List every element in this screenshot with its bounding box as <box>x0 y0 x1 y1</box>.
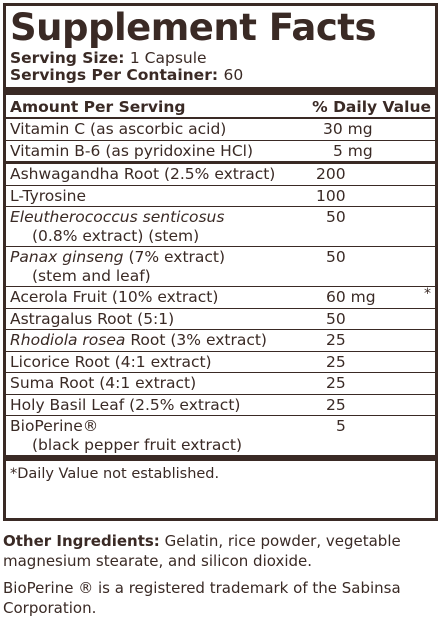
trademark-notice: BioPerine ® is a registered trademark of the Sabinsa Corporation. <box>3 579 401 617</box>
nutrient-amount: 30 mg <box>323 120 373 138</box>
nutrient-name-italic: Eleutherococcus senticosus <box>10 208 225 226</box>
serving-size-label: Serving Size: <box>10 49 125 67</box>
nutrient-subtext: (black pepper fruit extract) <box>32 435 242 454</box>
nutrient-row <box>6 416 435 461</box>
nutrient-amount: 50 <box>326 208 346 226</box>
nutrient-subtext: (0.8% extract) (stem) <box>32 226 200 245</box>
nutrient-row <box>6 287 435 309</box>
nutrient-name: Acerola Fruit (10% extract) <box>10 288 219 306</box>
nutrient-name: Licorice Root (4:1 extract) <box>10 352 212 371</box>
nutrient-row <box>6 373 435 395</box>
daily-value-header: % Daily Value <box>312 98 431 116</box>
serving-size <box>10 50 431 67</box>
supplement-facts-panel <box>3 3 438 521</box>
nutrient-row <box>6 247 435 287</box>
nutrient-name: Astragalus Root (5:1) <box>10 309 175 328</box>
footnote: *Daily Value not established. <box>10 466 220 482</box>
nutrient-name: Ashwagandha Root (2.5% extract) <box>10 165 276 183</box>
nutrient-name: L-Tyrosine <box>10 186 87 205</box>
nutrient-amount: 5 <box>336 417 346 435</box>
nutrient-amount: 60 mg <box>326 288 376 306</box>
nutrient-row <box>6 164 435 186</box>
nutrient-name: Vitamin B-6 (as pyridoxine HCl) <box>10 141 253 160</box>
thick-divider <box>6 87 435 95</box>
nutrient-name: Holy Basil Leaf (2.5% extract) <box>10 395 241 414</box>
nutrient-name: (7% extract) <box>123 248 226 266</box>
serving-size-value: 1 Capsule <box>129 49 207 67</box>
nutrient-row <box>6 141 435 165</box>
nutrient-amount: 50 <box>326 248 346 266</box>
nutrient-amount: 25 <box>326 395 346 414</box>
nutrient-amount: 200 <box>316 165 346 183</box>
label-text-below <box>3 531 443 625</box>
other-ingredients-text: Gelatin, rice powder, vegetable magnesium stearate, and silicon dioxide. <box>3 532 401 570</box>
nutrient-row <box>6 330 435 352</box>
servings-per-container-value: 60 <box>223 66 244 84</box>
daily-value-asterisk: * <box>424 286 431 302</box>
other-ingredients <box>3 531 443 571</box>
nutrient-amount: 25 <box>326 331 346 349</box>
panel-title: Supplement Facts <box>10 6 377 49</box>
servings-per-container-label: Servings Per Container: <box>10 66 219 84</box>
other-ingredients-label: Other Ingredients: <box>3 532 160 550</box>
nutrient-name: Suma Root (4:1 extract) <box>10 374 197 392</box>
nutrient-name-italic: Panax ginseng <box>10 248 124 266</box>
nutrient-amount: 50 <box>326 309 346 328</box>
nutrient-row <box>6 395 435 417</box>
table-header <box>6 95 435 119</box>
nutrient-row <box>6 119 435 141</box>
nutrient-name-italic: Rhodiola rosea <box>10 331 126 349</box>
nutrient-amount: 25 <box>326 374 346 392</box>
nutrient-amount: 5 mg <box>333 141 373 160</box>
nutrient-row <box>6 207 435 247</box>
nutrient-row <box>6 352 435 374</box>
nutrient-subtext: (stem and leaf) <box>32 266 151 285</box>
nutrient-name: Vitamin C (as ascorbic acid) <box>10 120 227 138</box>
nutrient-amount: 25 <box>326 352 346 371</box>
nutrient-amount: 100 <box>316 186 346 205</box>
nutrient-row <box>6 186 435 208</box>
nutrient-name: Root (3% extract) <box>125 331 267 349</box>
nutrient-row <box>6 309 435 331</box>
amount-per-serving-header: Amount Per Serving <box>10 98 186 116</box>
servings-per-container <box>10 67 431 84</box>
nutrient-name: BioPerine® <box>10 417 99 435</box>
